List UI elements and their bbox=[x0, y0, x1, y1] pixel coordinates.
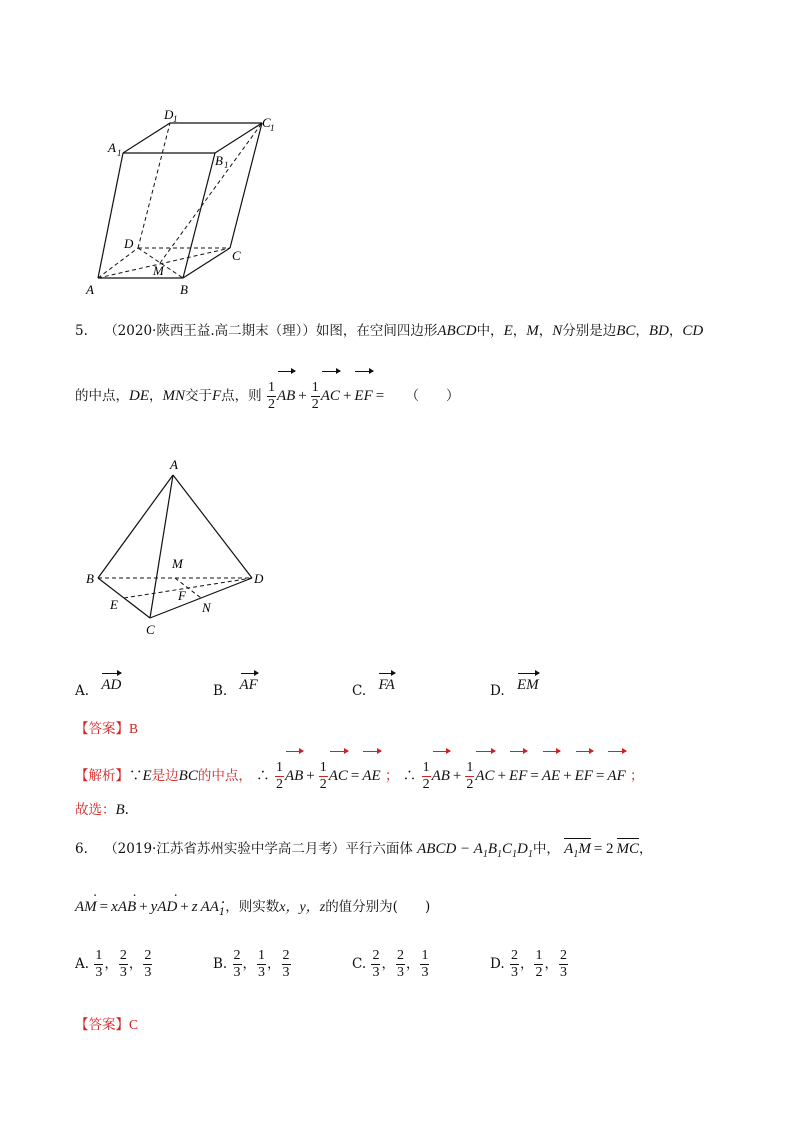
fig1-label-b: B bbox=[180, 282, 188, 297]
q5-stem-line1 bbox=[75, 322, 703, 340]
option-fraction bbox=[371, 948, 380, 981]
fig1-sub-b1: 1 bbox=[224, 160, 229, 170]
q5-var: DE bbox=[129, 388, 149, 404]
parallelepiped-figure bbox=[80, 100, 300, 300]
option-fraction bbox=[534, 948, 543, 981]
option-fraction bbox=[396, 948, 405, 981]
frac-den: 3 bbox=[233, 965, 241, 980]
fig2-label-f: F bbox=[178, 588, 186, 603]
q6-source: （2019·江苏省苏州实验中学高二月考）平行六面体 bbox=[104, 841, 413, 857]
q6-vec-ad: AD · bbox=[157, 898, 177, 916]
vec: AC bbox=[329, 748, 348, 798]
frac-den: 3 bbox=[119, 965, 127, 980]
q5-comma: ， bbox=[635, 323, 649, 339]
fig2-label-e: E bbox=[110, 597, 118, 612]
separator: ， bbox=[242, 956, 257, 972]
plus-sign: + bbox=[180, 899, 189, 915]
fig2-label-b: B bbox=[86, 571, 94, 586]
fig1-sub-d1: 1 bbox=[173, 114, 178, 124]
option-fraction bbox=[94, 948, 103, 981]
q6-number: 6. bbox=[75, 841, 88, 857]
option-fraction bbox=[282, 948, 291, 981]
frac-den: 2 bbox=[422, 777, 430, 792]
frac-den: 3 bbox=[510, 965, 518, 980]
q5-var: E bbox=[503, 323, 513, 339]
q5-stem-text: 分别是边 bbox=[562, 323, 617, 339]
plus-sign: + bbox=[298, 388, 307, 404]
frac-num: 1 bbox=[275, 760, 283, 775]
separator: ， bbox=[519, 956, 534, 972]
period: . bbox=[124, 802, 129, 818]
equals-sign: = bbox=[99, 899, 109, 915]
option-fraction bbox=[257, 948, 266, 981]
option-label: B. bbox=[213, 683, 228, 699]
option-label: D. bbox=[490, 956, 505, 972]
semicolon: ； bbox=[630, 768, 644, 784]
q5-var: MN bbox=[162, 388, 185, 404]
q6-option-d[interactable] bbox=[490, 946, 569, 982]
fig1-label-c: C bbox=[232, 248, 241, 263]
half-fraction bbox=[465, 760, 474, 793]
q5-var: BC bbox=[616, 323, 636, 339]
vec: EF bbox=[575, 748, 593, 798]
fig1-label-a1: A bbox=[108, 140, 116, 155]
frac-num: 1 bbox=[421, 948, 429, 963]
option-label: C. bbox=[352, 683, 367, 699]
q5-stem-text: 中， bbox=[476, 323, 504, 339]
frac-num: 1 bbox=[535, 948, 543, 963]
q5-analysis bbox=[75, 748, 644, 798]
q6-option-b[interactable] bbox=[213, 946, 292, 982]
fig1-sub-a1: 1 bbox=[117, 148, 122, 158]
q5-var: BD bbox=[648, 323, 669, 339]
solid-part: B bbox=[487, 841, 497, 857]
equals-sign: = bbox=[375, 388, 385, 404]
frac-num: 1 bbox=[267, 380, 275, 395]
option-label: B. bbox=[213, 956, 228, 972]
option-fraction bbox=[420, 948, 429, 981]
q6-solid bbox=[417, 841, 533, 860]
q5-var: BC bbox=[178, 768, 198, 784]
fig1-sub-c1: 1 bbox=[270, 123, 275, 133]
semicolon: ； bbox=[385, 768, 399, 784]
q5-answer-blank: （ ） bbox=[405, 388, 460, 404]
q5-var: M bbox=[526, 323, 539, 339]
half-fraction bbox=[319, 760, 328, 793]
frac-num: 1 bbox=[319, 760, 327, 775]
plus-sign: + bbox=[342, 388, 352, 404]
q5-var: N bbox=[552, 323, 563, 339]
frac-den: 2 bbox=[267, 397, 275, 412]
fig2-label-d: D bbox=[254, 571, 264, 586]
fig1-label-a: A bbox=[86, 282, 94, 297]
subscript: $_1$ · bbox=[219, 904, 225, 922]
plus-sign: + bbox=[563, 768, 572, 784]
separator: ， bbox=[381, 956, 395, 972]
frac-den: 3 bbox=[372, 965, 380, 980]
q6-vec-mc: MC bbox=[617, 838, 640, 858]
q6-vec-a1m bbox=[564, 838, 591, 864]
option-label: D. bbox=[490, 683, 505, 699]
plus-sign: + bbox=[139, 899, 148, 915]
q6-vec-ab: AB · bbox=[118, 898, 136, 916]
frac-num: 2 bbox=[282, 948, 290, 963]
therefore-symbol: ∴ bbox=[256, 768, 270, 784]
vec: AE bbox=[362, 748, 380, 798]
answer-label: 【答案】 bbox=[75, 721, 129, 737]
q5-stem-line2 bbox=[75, 368, 460, 418]
q5-option-a[interactable] bbox=[75, 676, 121, 700]
subscript: 1 bbox=[573, 849, 579, 860]
fig2-label-n: N bbox=[202, 600, 211, 615]
q6-option-c[interactable] bbox=[352, 946, 430, 982]
q5-comma: ， bbox=[149, 388, 163, 404]
fig2-label-c: C bbox=[146, 622, 155, 637]
q5-var: F bbox=[212, 388, 222, 404]
frac-den: 3 bbox=[421, 965, 429, 980]
q5-conclusion bbox=[75, 801, 129, 819]
q5-comma: ， bbox=[668, 323, 683, 339]
q6-vec-am: AM · bbox=[75, 898, 97, 916]
q5-var: CD bbox=[682, 323, 704, 339]
vec: EF bbox=[509, 748, 527, 798]
q5-stem-text: 的中点， bbox=[75, 388, 129, 404]
q6-option-a[interactable] bbox=[75, 946, 153, 982]
separator: ， bbox=[405, 956, 420, 972]
subscript: 1 bbox=[527, 849, 533, 860]
frac-den: 3 bbox=[258, 965, 266, 980]
frac-num: 2 bbox=[144, 948, 152, 963]
vec-part: M bbox=[578, 841, 591, 857]
frac-num: 1 bbox=[422, 760, 430, 775]
analysis-text: 的中点， bbox=[197, 768, 252, 784]
frac-den: 2 bbox=[466, 777, 474, 792]
fig1-label-d1: D bbox=[164, 107, 174, 122]
option-label: A. bbox=[75, 956, 90, 972]
answer-label: 【答案】 bbox=[75, 1017, 129, 1033]
q5-vec-ab: AB bbox=[277, 368, 295, 418]
frac-den: 2 bbox=[535, 965, 543, 980]
q5-option-d[interactable] bbox=[490, 676, 539, 700]
solid-part: C bbox=[502, 841, 513, 857]
var-y: y bbox=[150, 899, 158, 915]
solid-part: D bbox=[517, 841, 528, 857]
therefore-symbol: ∴ bbox=[402, 768, 417, 784]
vec: AB bbox=[285, 748, 303, 798]
q5-comma: ， bbox=[538, 323, 553, 339]
q6-vars: x，y，z bbox=[279, 900, 326, 915]
separator: ， bbox=[267, 956, 281, 972]
option-vector: AF bbox=[240, 670, 258, 694]
frac-num: 1 bbox=[311, 380, 319, 395]
frac-den: 2 bbox=[275, 777, 283, 792]
q5-quad: ABCD bbox=[437, 323, 477, 339]
q5-stem-text: 交于 bbox=[185, 388, 212, 404]
conclusion-value: B bbox=[115, 802, 125, 818]
vec: AE bbox=[542, 748, 560, 798]
equals-sign: = bbox=[530, 768, 539, 784]
separator: ， bbox=[128, 956, 143, 972]
subscript: 1 bbox=[512, 849, 518, 860]
equals-sign: = bbox=[350, 768, 360, 784]
subscript: 1 bbox=[497, 849, 502, 860]
frac-den: 3 bbox=[282, 965, 290, 980]
frac-num: 2 bbox=[396, 948, 404, 963]
frac-num: 2 bbox=[233, 948, 241, 963]
frac-den: 2 bbox=[311, 397, 319, 412]
q5-vec-ef: EF bbox=[354, 368, 372, 418]
option-fraction bbox=[559, 948, 568, 981]
equals-sign: = bbox=[595, 768, 605, 784]
q5-option-b[interactable] bbox=[213, 676, 258, 700]
q5-half-fraction bbox=[267, 380, 276, 413]
analysis-label: 【解析】 bbox=[75, 768, 129, 784]
fig1-label-b1: B bbox=[215, 153, 223, 168]
option-fraction bbox=[119, 948, 128, 981]
q6-stem-line1 bbox=[75, 838, 653, 864]
option-vector: AD bbox=[101, 670, 121, 694]
q6-vec-aa1: AA bbox=[200, 899, 219, 915]
analysis-eq1 bbox=[256, 760, 385, 792]
q5-vec-ac: AC bbox=[321, 368, 340, 418]
answer-value: B bbox=[129, 721, 139, 736]
fig1-label-d: D bbox=[124, 236, 134, 251]
frac-den: 2 bbox=[319, 777, 327, 792]
option-vector: EM bbox=[517, 670, 539, 694]
var-z: z bbox=[191, 899, 198, 915]
separator: ， bbox=[104, 956, 118, 972]
frac-den: 3 bbox=[559, 965, 567, 980]
q5-var: E bbox=[142, 768, 152, 784]
because-symbol: ∵ bbox=[129, 768, 143, 784]
fig1-label-m: M bbox=[153, 263, 164, 278]
frac-num: 2 bbox=[372, 948, 380, 963]
frac-den: 3 bbox=[95, 965, 103, 980]
q6-stem-text: 的值分别为( ) bbox=[325, 899, 431, 915]
option-fraction bbox=[143, 948, 152, 981]
vec-part: A bbox=[564, 841, 574, 857]
frac-num: 1 bbox=[258, 948, 266, 963]
analysis-text: 是边 bbox=[151, 768, 179, 784]
frac-num: 2 bbox=[559, 948, 567, 963]
q5-number: 5. bbox=[75, 323, 88, 339]
equals-two: = 2 bbox=[593, 841, 614, 857]
option-label: C. bbox=[352, 956, 367, 972]
conclusion-label: 故选： bbox=[75, 802, 116, 818]
subscript: 1 bbox=[482, 849, 488, 860]
vec: AC bbox=[475, 748, 494, 798]
q6-stem-text: ，则实数 bbox=[225, 899, 280, 915]
comma: ， bbox=[639, 841, 653, 857]
option-fraction bbox=[510, 948, 519, 981]
half-fraction bbox=[275, 760, 284, 793]
frac-den: 3 bbox=[396, 965, 404, 980]
option-fraction bbox=[233, 948, 242, 981]
q5-stem-text: 如图，在空间四边形 bbox=[315, 323, 438, 339]
q5-answer bbox=[75, 720, 138, 738]
solid-part: ABCD − A bbox=[417, 841, 483, 857]
frac-num: 2 bbox=[119, 948, 127, 963]
q6-stem-text: 中， bbox=[532, 841, 560, 857]
frac-num: 1 bbox=[466, 760, 474, 775]
q5-option-c[interactable] bbox=[352, 676, 395, 700]
q5-stem-text: 点，则 bbox=[221, 388, 262, 404]
answer-value: C bbox=[129, 1017, 139, 1032]
q6-stem-line2 bbox=[75, 898, 430, 922]
plus-sign: + bbox=[306, 768, 315, 784]
fig2-label-a: A bbox=[170, 457, 178, 472]
q5-half-fraction bbox=[311, 380, 320, 413]
frac-num: 1 bbox=[95, 948, 103, 963]
analysis-eq2 bbox=[402, 760, 630, 792]
tetrahedron-figure bbox=[80, 450, 280, 645]
option-vector: FA bbox=[378, 670, 394, 694]
plus-sign: + bbox=[452, 768, 462, 784]
option-label: A. bbox=[75, 683, 90, 699]
vec: AF bbox=[607, 748, 625, 798]
fig2-label-m: M bbox=[172, 556, 183, 571]
half-fraction bbox=[422, 760, 431, 793]
q5-source: （2020·陕西王益.高二期末（理）） bbox=[104, 323, 316, 339]
fig1-label-c1: C bbox=[262, 115, 271, 130]
frac-den: 3 bbox=[144, 965, 152, 980]
vec: AB bbox=[432, 748, 450, 798]
var-x: x bbox=[111, 899, 118, 915]
plus-sign: + bbox=[497, 768, 507, 784]
q6-answer bbox=[75, 1016, 138, 1034]
frac-num: 2 bbox=[510, 948, 518, 963]
q5-comma: ， bbox=[512, 323, 527, 339]
separator: ， bbox=[544, 956, 558, 972]
